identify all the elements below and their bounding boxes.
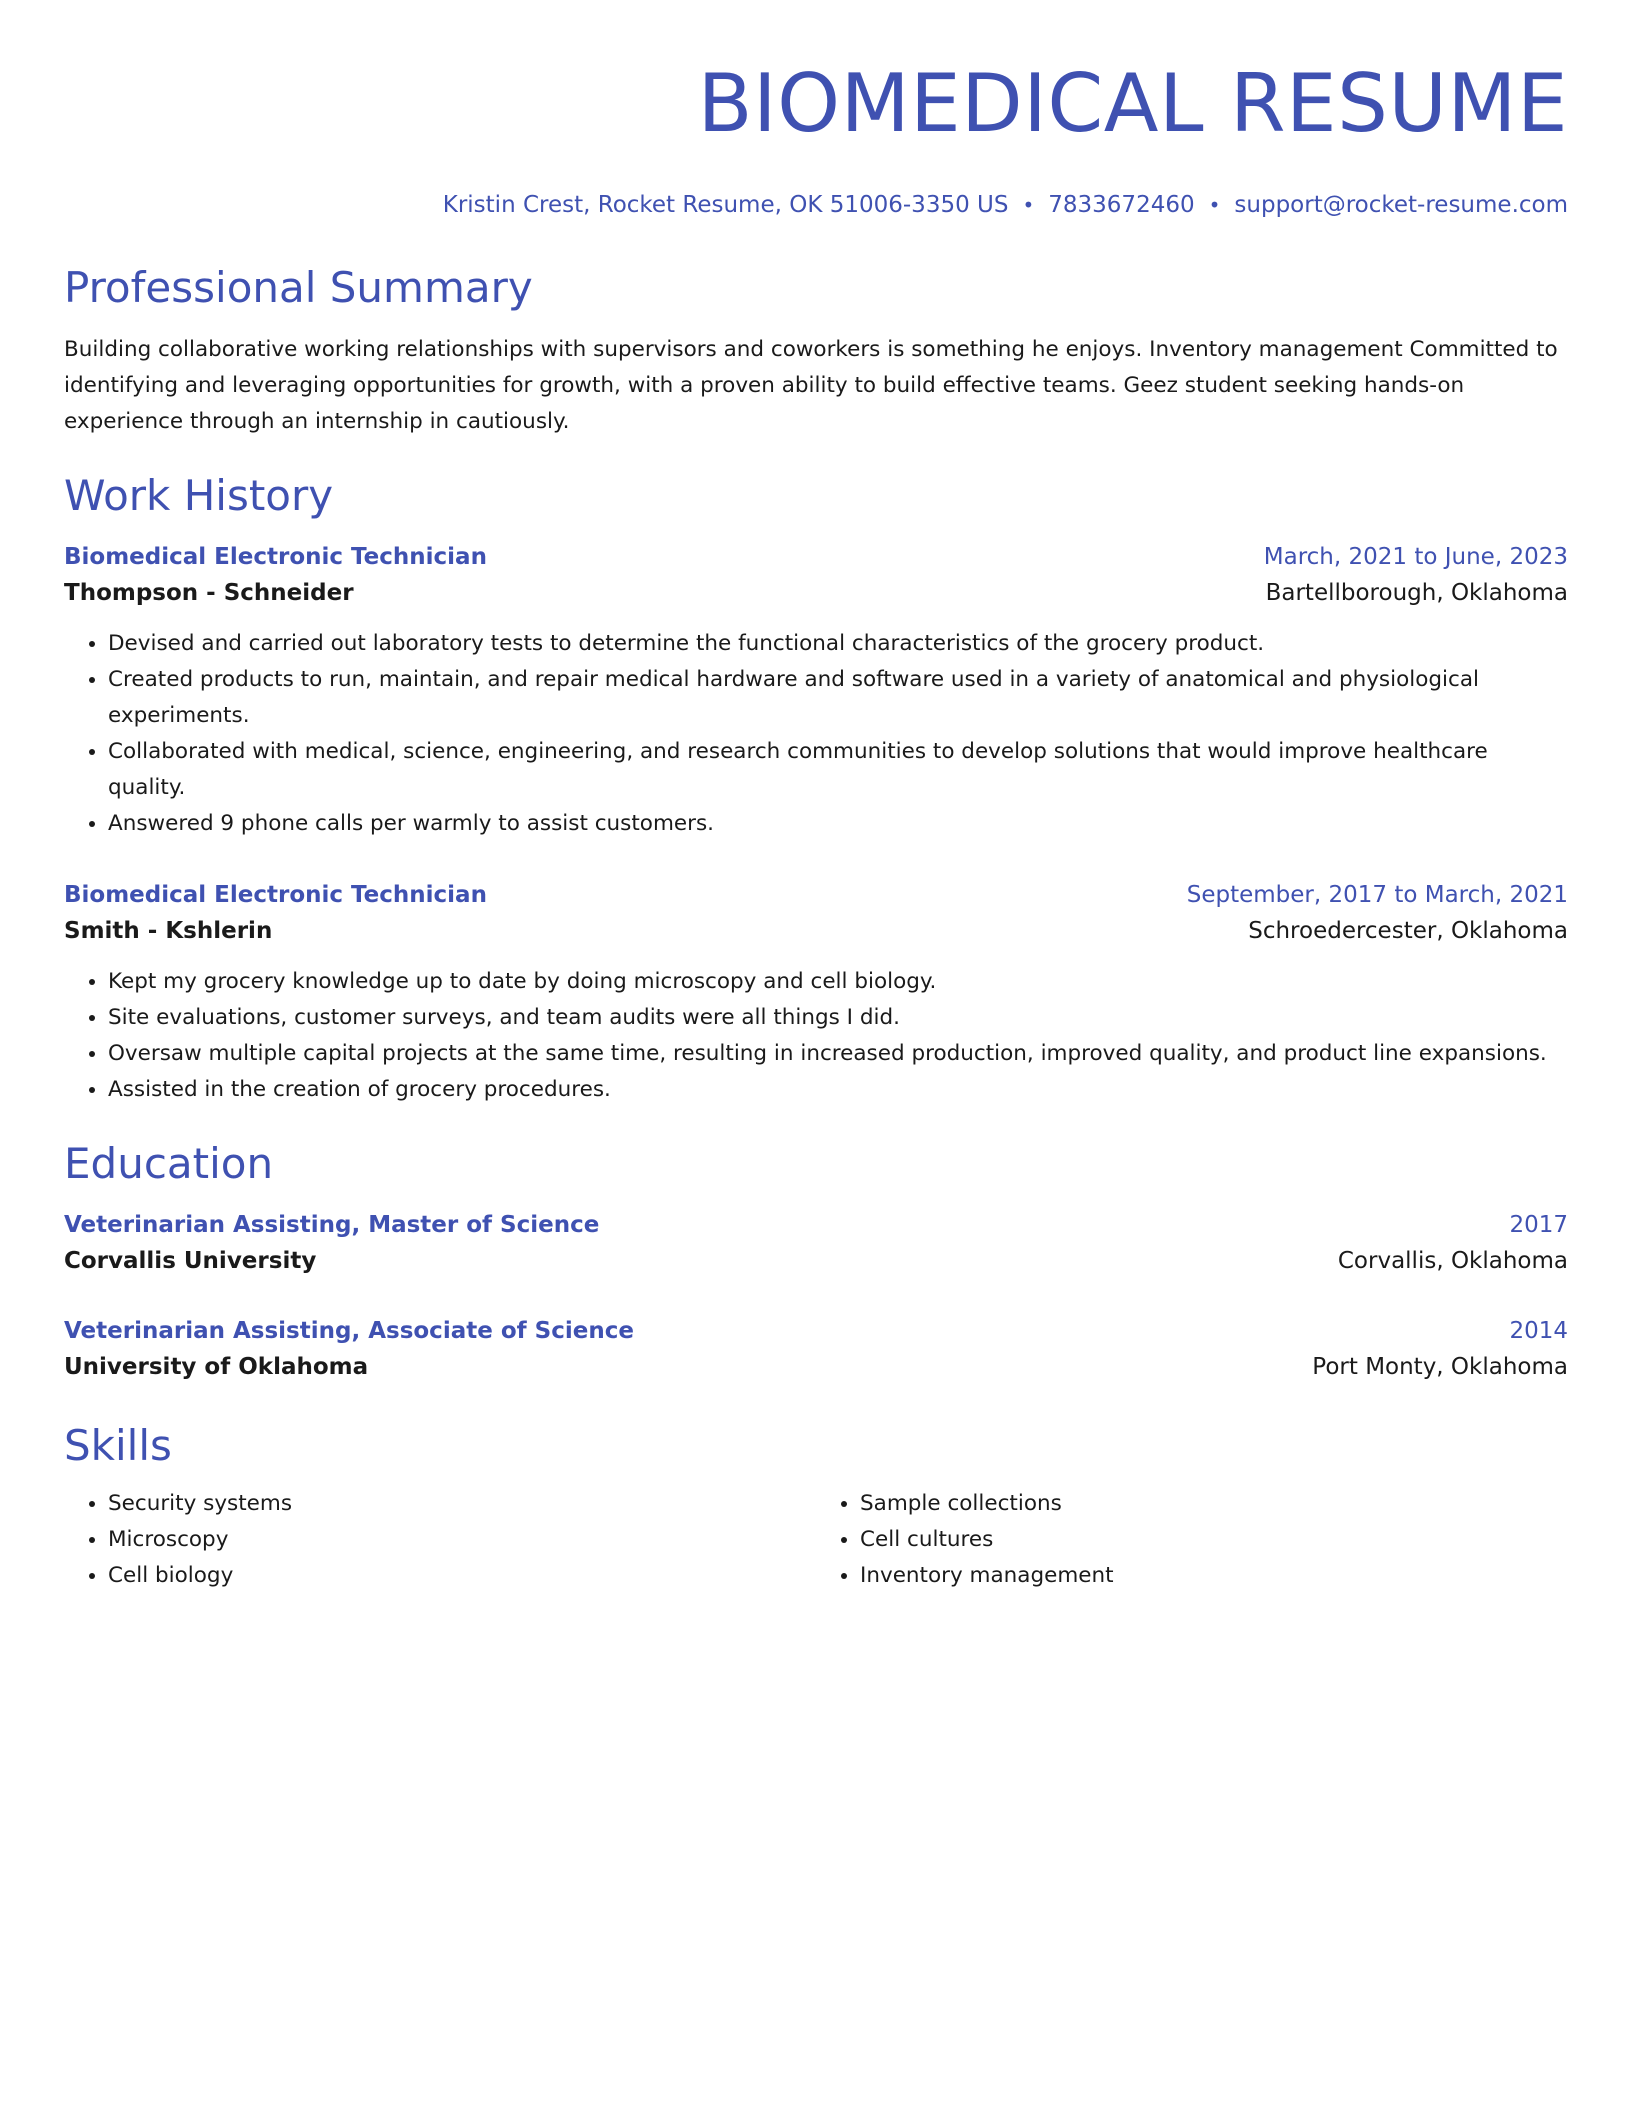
skill-item: • Cell cultures: [860, 1522, 1568, 1558]
job-bullets: [64, 626, 1568, 842]
job-title: Biomedical Electronic Technician: [64, 544, 487, 570]
section-heading-summary: Professional Summary: [64, 263, 533, 312]
education-school: University of Oklahoma: [64, 1354, 369, 1380]
job-bullet: • Oversaw multiple capital projects at the same time, resulting in increased production, improved quality, and product line expansions.: [108, 1036, 1568, 1072]
contact-line: [64, 190, 1568, 220]
job-title: Biomedical Electronic Technician: [64, 882, 487, 908]
section-heading-skills: Skills: [64, 1421, 172, 1470]
skill-item: • Cell biology: [108, 1558, 816, 1594]
job-entry: [64, 540, 1568, 842]
job-bullet: • Assisted in the creation of grocery procedures.: [108, 1072, 1568, 1108]
job-bullet: • Collaborated with medical, science, engineering, and research communities to develop solutions that would improve healthcare quality.: [108, 734, 1568, 806]
education-entry: [64, 1208, 1568, 1280]
job-bullet: • Site evaluations, customer surveys, and team audits were all things I did.: [108, 1000, 1568, 1036]
job-dates: March, 2021 to June, 2023: [1263, 544, 1568, 570]
contact-separator: •: [1208, 193, 1221, 217]
skills-column-left: [64, 1486, 816, 1594]
education-entry: [64, 1314, 1568, 1386]
section-heading-work-history: Work History: [64, 471, 334, 520]
skill-item: • Sample collections: [860, 1486, 1568, 1522]
job-company: Thompson - Schneider: [64, 580, 354, 606]
job-location: Schroedercester, Oklahoma: [1248, 918, 1568, 944]
contact-email[interactable]: support@rocket-resume.com: [1234, 192, 1568, 218]
contact-separator: •: [1022, 193, 1035, 217]
job-bullet: • Created products to run, maintain, and repair medical hardware and software used in a variety of anatomical and physiological experiments.: [108, 662, 1568, 734]
education-year: 2017: [1509, 1212, 1568, 1238]
skills-column-right: [816, 1486, 1568, 1594]
job-bullet: • Devised and carried out laboratory tests to determine the functional characteristics of the grocery product.: [108, 626, 1568, 662]
education-location: Corvallis, Oklahoma: [1337, 1248, 1568, 1274]
job-location: Bartellborough, Oklahoma: [1265, 580, 1568, 606]
job-entry: [64, 878, 1568, 1108]
section-heading-education: Education: [64, 1139, 274, 1188]
skill-item: • Microscopy: [108, 1522, 816, 1558]
summary-text: Building collaborative working relationships with supervisors and coworkers is something he enjoys. Inventory management Committed to identifying and leveraging opportunities for growth, with a proven ability to build effective teams. Geez student seeking hands-on experience through an internship in cautiously.: [64, 337, 1558, 434]
job-dates: September, 2017 to March, 2021: [1186, 882, 1568, 908]
education-year: 2014: [1509, 1318, 1568, 1344]
education-location: Port Monty, Oklahoma: [1312, 1354, 1568, 1380]
resume-title: BIOMEDICAL RESUME: [697, 57, 1568, 150]
skill-item: • Security systems: [108, 1486, 816, 1522]
contact-phone: 7833672460: [1048, 192, 1195, 218]
job-bullet: • Kept my grocery knowledge up to date by doing microscopy and cell biology.: [108, 964, 1568, 1000]
contact-address: Kristin Crest, Rocket Resume, OK 51006-3350 US: [442, 192, 1009, 218]
education-degree: Veterinarian Assisting, Associate of Science: [64, 1318, 634, 1344]
education-degree: Veterinarian Assisting, Master of Science: [64, 1212, 600, 1238]
job-bullet: • Answered 9 phone calls per warmly to assist customers.: [108, 806, 1568, 842]
job-bullets: [64, 964, 1568, 1108]
education-school: Corvallis University: [64, 1248, 317, 1274]
job-company: Smith - Kshlerin: [64, 918, 273, 944]
skills-list: [64, 1486, 1568, 1594]
skill-item: • Inventory management: [860, 1558, 1568, 1594]
